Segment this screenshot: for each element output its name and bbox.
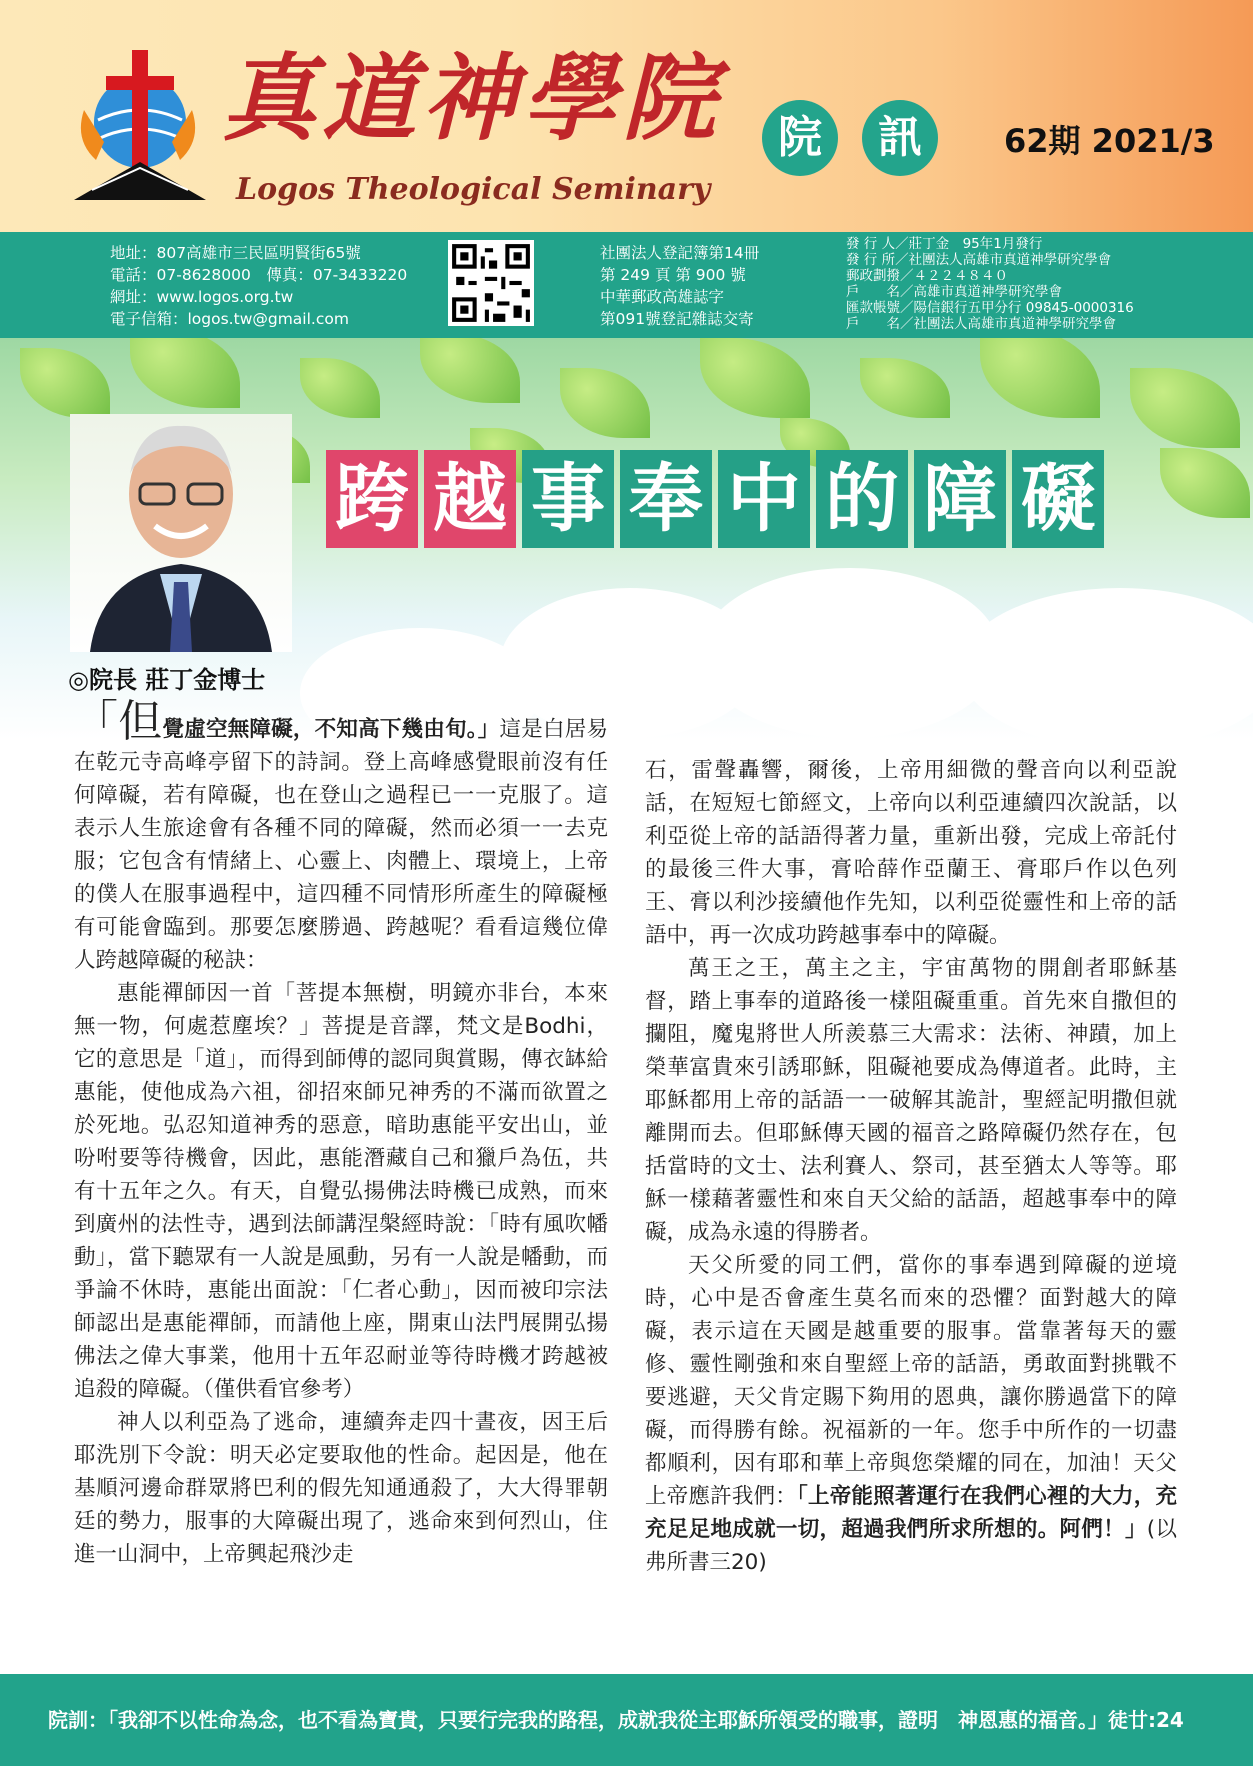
scripture-quote: 「上帝能照著運行在我們心裡的大力，充充足足地成就一切，超過我們所求所想的。阿們！」 <box>645 1484 1177 1542</box>
paragraph: 石，雷聲轟響，爾後，上帝用細微的聲音向以利亞說話，在短短七節經文，上帝向以利亞連續四次說話，以利亞從上帝的話語得著力量，重新出發，完成上帝託付的最後三件大事，膏哈薛作亞蘭王、膏耶戶作以色列王、膏以利沙接續他作先知，以利亞從靈性和上帝的話語中，再一次成功跨越事奉中的障礙。 <box>645 758 1177 948</box>
seminary-logo-icon <box>68 50 208 202</box>
closing-paragraph <box>645 1249 1177 1579</box>
publisher-line: 發 行 人／莊丁金 95年1月發行 <box>846 236 1043 252</box>
scripture-reference: (以弗所書三20) <box>645 1517 1177 1575</box>
article-left-column <box>74 696 608 1571</box>
publisher-line: 匯款帳號／陽信銀行五甲分行 09845-0000316 <box>846 300 1134 316</box>
title-char: 礙 <box>1012 450 1104 548</box>
title-char: 奉 <box>620 450 712 548</box>
registration-line: 中華郵政高雄誌字 <box>600 288 725 306</box>
brand-chinese-name: 真道神學院 <box>222 44 723 154</box>
paragraph-text: 這是白居易在乾元寺高峰亭留下的詩詞。登上高峰感覺眼前沒有任何障礙，若有障礙，也在登山之過程已一一克服了。這表示人生旅途會有各種不同的障礙，然而必須一一去克服；它包含有情緒上、心靈上、肉體上、環境上，上帝的僕人在服事過程中，這四種不同情形所產生的障礙極有可能會臨到。那要怎麼勝過、跨越呢？看看這幾位偉人跨越障礙的秘訣： <box>74 717 608 973</box>
title-char: 跨 <box>326 450 418 548</box>
publisher-column <box>846 236 1134 332</box>
paragraph: 神人以利亞為了逃命，連續奔走四十晝夜，因王后耶洗別下令說：明天必定要取他的性命。起因是，他在基順河邊命群眾將巴利的假先知通通殺了，大大得罪朝廷的勢力，服事的大障礙出現了，逃命來到何烈山，住進一山洞中，上帝興起飛沙走 <box>74 1410 608 1567</box>
publisher-line: 郵政劃撥／４２２４８４０ <box>846 268 1008 284</box>
portrait-image <box>70 414 292 652</box>
masthead <box>0 0 1253 232</box>
issue-number-date: 62期 2021/3 <box>1004 122 1215 160</box>
school-motto-footer <box>0 1674 1253 1766</box>
registration-column <box>600 242 759 330</box>
phone-fax: 電話：07-8628000 傳真：07-3433220 <box>110 266 408 284</box>
registration-line: 第091號登記雜誌交寄 <box>600 310 754 328</box>
opening-quote-large: 「但 <box>74 696 163 747</box>
contact-info-bar <box>0 232 1253 338</box>
publisher-line: 戶 名／高雄市真道神學研究學會 <box>846 284 1062 300</box>
article-title <box>326 450 1104 548</box>
opening-paragraph <box>74 696 608 977</box>
circle-badge-2: 訊 <box>862 100 938 176</box>
email: 電子信箱：logos.tw@gmail.com <box>110 310 349 328</box>
article-right-column <box>645 754 1177 1579</box>
registration-line: 第 249 頁 第 900 號 <box>600 266 746 284</box>
title-char: 事 <box>522 450 614 548</box>
publisher-line: 發 行 所／社團法人高雄市真道神學研究學會 <box>846 252 1112 268</box>
circle-badge-1: 院 <box>762 100 838 176</box>
title-char: 的 <box>816 450 908 548</box>
author-portrait <box>70 414 292 652</box>
title-char: 中 <box>718 450 810 548</box>
registration-line: 社團法人登記簿第14冊 <box>600 244 760 262</box>
brand-english-name: Logos Theological Seminary <box>236 172 711 207</box>
school-motto: 院訓：「我卻不以性命為念，也不看為寶貴，只要行完我的路程，成就我從主耶穌所領受的職事，證明 神恩惠的福音。」徒廿:24 <box>48 1708 1184 1732</box>
publisher-line: 戶 名／社團法人高雄市真道神學研究學會 <box>846 316 1116 332</box>
website: 網址：www.logos.org.tw <box>110 288 294 306</box>
address: 地址：807高雄市三民區明賢街65號 <box>110 244 361 262</box>
qr-code-icon <box>448 240 534 326</box>
paragraph-text: 天父所愛的同工們，當你的事奉遇到障礙的逆境時，心中是否會產生莫名而來的恐懼？面對越大的障礙，表示這在天國是越重要的服事。當靠著每天的靈修、靈性剛強和來自聖經上帝的話語，勇敢面對挑戰不要逃避，天父肯定賜下夠用的恩典，讓你勝過當下的障礙，而得勝有餘。祝福新的一年。您手中所作的一切盡都順利，因有耶和華上帝與您榮耀的同在，加油！天父上帝應許我們： <box>645 1253 1177 1509</box>
contact-column <box>110 242 407 330</box>
title-char: 越 <box>424 450 516 548</box>
paragraph: 萬王之王，萬主之主，宇宙萬物的開創者耶穌基督，踏上事奉的道路後一樣阻礙重重。首先來自撒但的攔阻，魔鬼將世人所羨慕三大需求：法術、神蹟，加上榮華富貴來引誘耶穌，阻礙祂要成為傳道者。此時，主耶穌都用上帝的話語一一破解其詭計，聖經記明撒但就離開而去。但耶穌傳天國的福音之路障礙仍然存在，包括當時的文士、法利賽人、祭司，甚至猶太人等等。耶穌一樣藉著靈性和來自天父給的話語，超越事奉中的障礙，成為永遠的得勝者。 <box>645 956 1177 1245</box>
author-byline: ◎院長 莊丁金博士 <box>68 666 266 694</box>
paragraph: 惠能禪師因一首「菩提本無樹，明鏡亦非台，本來無一物，何處惹塵埃？」菩提是音譯，梵文是Bodhi，它的意思是「道」，而得到師傅的認同與賞賜，傳衣缽給惠能，使他成為六祖，卻招來師兄神秀的不滿而欲置之於死地。弘忍知道神秀的惡意，暗助惠能平安出山，並吩咐要等待機會，因此，惠能潛藏自己和獵戶為伍，共有十五年之久。有天，自覺弘揚佛法時機已成熟，而來到廣州的法性寺，遇到法師講涅槃經時說：「時有風吹幡動」，當下聽眾有一人說是風動，另有一人說是幡動，而爭論不休時，惠能出面說：「仁者心動」，因而被印宗法師認出是惠能禪師，而請他上座，開東山法門展開弘揚佛法之偉大事業，他用十五年忍耐並等待時機才跨越被追殺的障礙。（僅供看官參考） <box>74 981 608 1402</box>
opening-quote-bold: 覺虛空無障礙，不知高下幾由旬。」 <box>162 717 500 742</box>
title-char: 障 <box>914 450 1006 548</box>
